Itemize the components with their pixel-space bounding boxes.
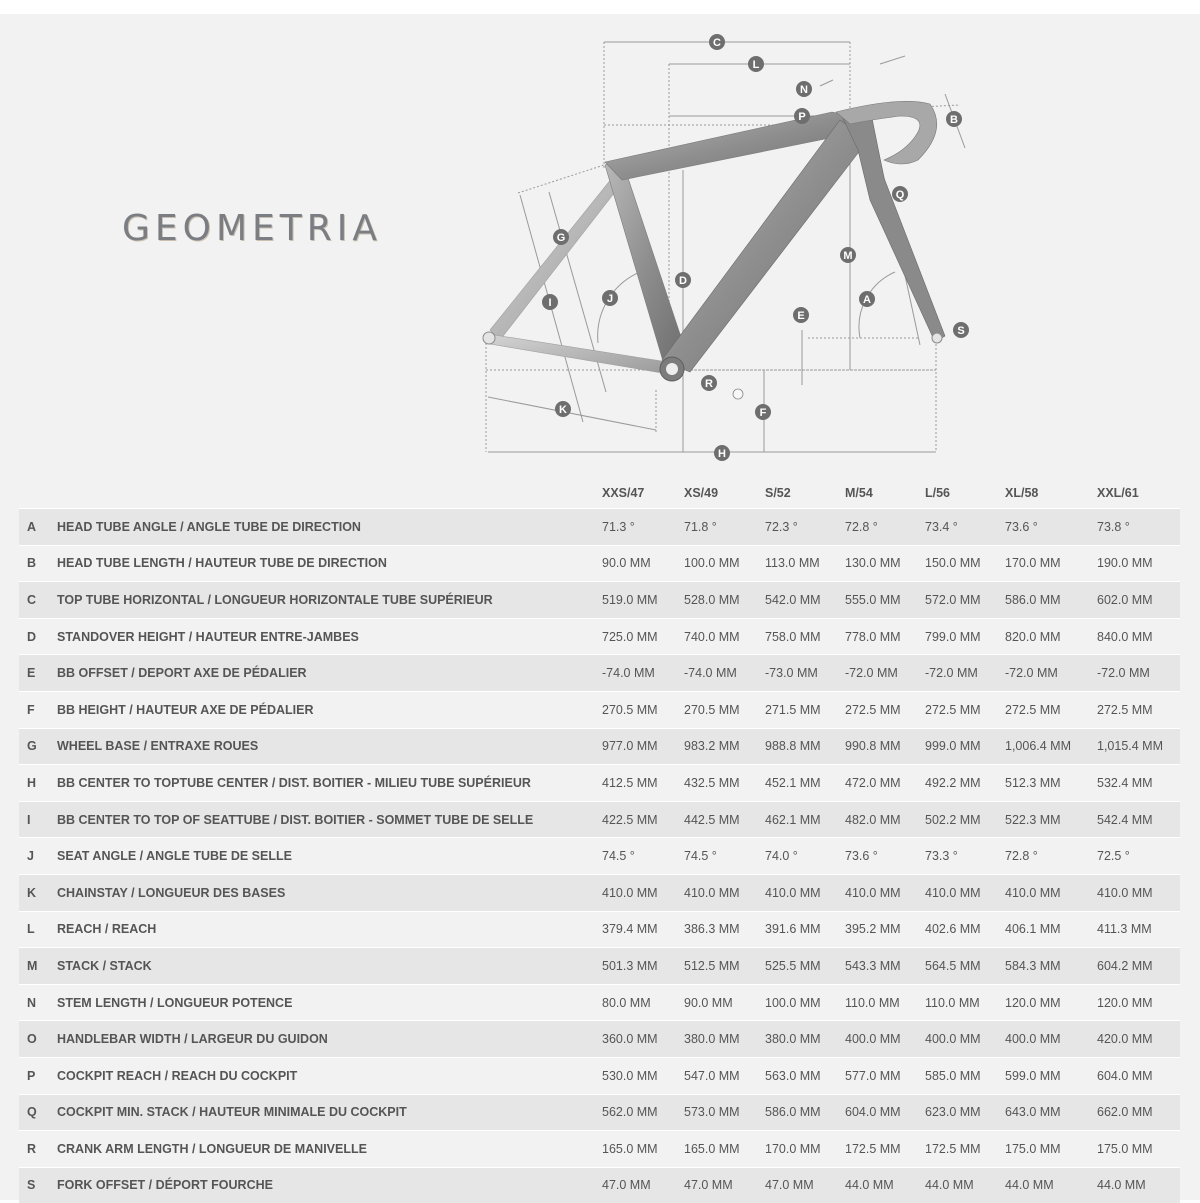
dimension-label-H: [553, 229, 569, 245]
dimension-label-P: [794, 108, 810, 124]
row-value-cell: 379.4 MM: [602, 911, 684, 948]
row-value-cell: 150.0 MM: [925, 545, 1005, 582]
row-value-cell: 73.6 °: [1005, 509, 1097, 546]
row-value-cell: 391.6 MM: [765, 911, 845, 948]
svg-text:D: D: [679, 275, 687, 287]
row-measurement-name: HEAD TUBE LENGTH / HAUTEUR TUBE DE DIRECTION: [57, 545, 602, 582]
row-value-cell: 572.0 MM: [925, 582, 1005, 619]
row-value-cell: 271.5 MM: [765, 691, 845, 728]
row-value-cell: 840.0 MM: [1097, 618, 1180, 655]
row-value-cell: 410.0 MM: [602, 874, 684, 911]
row-value-cell: 564.5 MM: [925, 948, 1005, 985]
table-row: [19, 765, 1180, 802]
row-value-cell: 525.5 MM: [765, 948, 845, 985]
row-letter: F: [19, 691, 57, 728]
row-letter: R: [19, 1131, 57, 1168]
row-value-cell: 462.1 MM: [765, 801, 845, 838]
row-value-cell: 452.1 MM: [765, 765, 845, 802]
svg-text:S: S: [957, 325, 964, 337]
row-value-cell: 44.0 MM: [1097, 1167, 1180, 1203]
row-value-cell: 412.5 MM: [602, 765, 684, 802]
row-value-cell: 410.0 MM: [684, 874, 765, 911]
dimension-label-K: [555, 401, 571, 417]
row-value-cell: 170.0 MM: [765, 1131, 845, 1168]
row-value-cell: 532.4 MM: [1097, 765, 1180, 802]
row-value-cell: 542.0 MM: [765, 582, 845, 619]
row-measurement-name: COCKPIT MIN. STACK / HAUTEUR MINIMALE DU COCKPIT: [57, 1094, 602, 1131]
row-value-cell: 1,006.4 MM: [1005, 728, 1097, 765]
row-value-cell: 74.5 °: [684, 838, 765, 875]
row-value-cell: 110.0 MM: [845, 984, 925, 1021]
size-header: M/54: [845, 478, 925, 509]
row-value-cell: 623.0 MM: [925, 1094, 1005, 1131]
table-row: [19, 1131, 1180, 1168]
row-value-cell: 422.5 MM: [602, 801, 684, 838]
row-measurement-name: BB CENTER TO TOPTUBE CENTER / DIST. BOITIER - MILIEU TUBE SUPÉRIEUR: [57, 765, 602, 802]
table-row: [19, 1021, 1180, 1058]
dimension-label-Q: [892, 186, 908, 202]
row-value-cell: 100.0 MM: [684, 545, 765, 582]
row-value-cell: 190.0 MM: [1097, 545, 1180, 582]
row-value-cell: 172.5 MM: [925, 1131, 1005, 1168]
table-row: [19, 655, 1180, 692]
dimension-label-G: [714, 445, 730, 461]
row-value-cell: -72.0 MM: [925, 655, 1005, 692]
row-letter: Q: [19, 1094, 57, 1131]
svg-text:G: G: [557, 232, 566, 244]
table-row: [19, 984, 1180, 1021]
row-value-cell: 543.3 MM: [845, 948, 925, 985]
row-value-cell: 820.0 MM: [1005, 618, 1097, 655]
row-measurement-name: CHAINSTAY / LONGUEUR DES BASES: [57, 874, 602, 911]
row-measurement-name: STANDOVER HEIGHT / HAUTEUR ENTRE-JAMBES: [57, 618, 602, 655]
dimension-label-J: [602, 290, 618, 306]
row-value-cell: 519.0 MM: [602, 582, 684, 619]
row-letter: O: [19, 1021, 57, 1058]
row-value-cell: 400.0 MM: [925, 1021, 1005, 1058]
dimension-label-R: [701, 375, 717, 391]
svg-text:K: K: [559, 404, 567, 416]
row-letter: I: [19, 801, 57, 838]
row-value-cell: 74.0 °: [765, 838, 845, 875]
row-value-cell: 71.3 °: [602, 509, 684, 546]
row-letter: S: [19, 1167, 57, 1203]
row-value-cell: 977.0 MM: [602, 728, 684, 765]
row-value-cell: 562.0 MM: [602, 1094, 684, 1131]
row-value-cell: 542.4 MM: [1097, 801, 1180, 838]
size-header: XXL/61: [1097, 478, 1180, 509]
row-value-cell: 90.0 MM: [684, 984, 765, 1021]
svg-text:A: A: [863, 294, 871, 306]
row-value-cell: 662.0 MM: [1097, 1094, 1180, 1131]
row-value-cell: 585.0 MM: [925, 1057, 1005, 1094]
main-frame: [605, 101, 945, 399]
row-value-cell: 983.2 MM: [684, 728, 765, 765]
row-value-cell: -72.0 MM: [845, 655, 925, 692]
row-value-cell: 72.3 °: [765, 509, 845, 546]
row-value-cell: 71.8 °: [684, 509, 765, 546]
row-value-cell: 563.0 MM: [765, 1057, 845, 1094]
row-measurement-name: WHEEL BASE / ENTRAXE ROUES: [57, 728, 602, 765]
row-letter: J: [19, 838, 57, 875]
row-measurement-name: TOP TUBE HORIZONTAL / LONGUEUR HORIZONTALE TUBE SUPÉRIEUR: [57, 582, 602, 619]
dimension-label-M: [840, 247, 856, 263]
row-value-cell: 172.5 MM: [845, 1131, 925, 1168]
svg-text:E: E: [797, 310, 804, 322]
row-value-cell: 72.8 °: [1005, 838, 1097, 875]
row-value-cell: 512.3 MM: [1005, 765, 1097, 802]
svg-text:H: H: [718, 448, 726, 460]
dimension-label-L: [748, 56, 764, 72]
row-measurement-name: CRANK ARM LENGTH / LONGUEUR DE MANIVELLE: [57, 1131, 602, 1168]
row-value-cell: 270.5 MM: [684, 691, 765, 728]
size-header: L/56: [925, 478, 1005, 509]
row-value-cell: 604.0 MM: [845, 1094, 925, 1131]
dimension-label-S: [953, 322, 969, 338]
row-value-cell: 90.0 MM: [602, 545, 684, 582]
table-row: [19, 691, 1180, 728]
row-measurement-name: BB HEIGHT / HAUTEUR AXE DE PÉDALIER: [57, 691, 602, 728]
table-row: [19, 1057, 1180, 1094]
row-letter: L: [19, 911, 57, 948]
row-value-cell: 410.0 MM: [765, 874, 845, 911]
table-row: [19, 801, 1180, 838]
row-value-cell: 113.0 MM: [765, 545, 845, 582]
row-value-cell: 170.0 MM: [1005, 545, 1097, 582]
row-value-cell: 410.0 MM: [1097, 874, 1180, 911]
row-value-cell: 73.4 °: [925, 509, 1005, 546]
row-value-cell: 1,015.4 MM: [1097, 728, 1180, 765]
table-row: [19, 582, 1180, 619]
row-value-cell: 72.5 °: [1097, 838, 1180, 875]
geometry-table-body: [19, 509, 1180, 1203]
dimension-label-F: [755, 404, 771, 420]
row-value-cell: -72.0 MM: [1005, 655, 1097, 692]
row-value-cell: 270.5 MM: [602, 691, 684, 728]
dimension-label-I: [542, 294, 558, 310]
row-value-cell: 165.0 MM: [684, 1131, 765, 1168]
row-value-cell: 778.0 MM: [845, 618, 925, 655]
row-letter: N: [19, 984, 57, 1021]
row-value-cell: 175.0 MM: [1097, 1131, 1180, 1168]
size-header: XS/49: [684, 478, 765, 509]
row-value-cell: 360.0 MM: [602, 1021, 684, 1058]
size-header: XL/58: [1005, 478, 1097, 509]
row-measurement-name: HANDLEBAR WIDTH / LARGEUR DU GUIDON: [57, 1021, 602, 1058]
row-value-cell: 120.0 MM: [1097, 984, 1180, 1021]
row-value-cell: 410.0 MM: [925, 874, 1005, 911]
svg-text:I: I: [548, 297, 551, 309]
row-value-cell: 586.0 MM: [1005, 582, 1097, 619]
row-value-cell: -74.0 MM: [684, 655, 765, 692]
row-value-cell: 73.8 °: [1097, 509, 1180, 546]
row-value-cell: 577.0 MM: [845, 1057, 925, 1094]
row-letter: E: [19, 655, 57, 692]
row-measurement-name: STACK / STACK: [57, 948, 602, 985]
row-value-cell: -73.0 MM: [765, 655, 845, 692]
row-value-cell: 740.0 MM: [684, 618, 765, 655]
row-value-cell: 472.0 MM: [845, 765, 925, 802]
row-value-cell: 432.5 MM: [684, 765, 765, 802]
row-value-cell: 522.3 MM: [1005, 801, 1097, 838]
row-letter: H: [19, 765, 57, 802]
row-value-cell: 272.5 MM: [1005, 691, 1097, 728]
row-value-cell: 47.0 MM: [765, 1167, 845, 1203]
row-value-cell: 990.8 MM: [845, 728, 925, 765]
row-value-cell: 602.0 MM: [1097, 582, 1180, 619]
row-value-cell: 44.0 MM: [845, 1167, 925, 1203]
row-value-cell: 47.0 MM: [684, 1167, 765, 1203]
row-value-cell: 410.0 MM: [845, 874, 925, 911]
row-value-cell: 386.3 MM: [684, 911, 765, 948]
row-measurement-name: SEAT ANGLE / ANGLE TUBE DE SELLE: [57, 838, 602, 875]
row-letter: G: [19, 728, 57, 765]
row-value-cell: 988.8 MM: [765, 728, 845, 765]
size-header-row: [19, 478, 1180, 509]
row-value-cell: 110.0 MM: [925, 984, 1005, 1021]
dimension-label-B: [946, 111, 962, 127]
row-letter: A: [19, 509, 57, 546]
svg-text:J: J: [607, 293, 613, 305]
table-row: [19, 618, 1180, 655]
table-row: [19, 1094, 1180, 1131]
table-row: [19, 948, 1180, 985]
row-value-cell: 80.0 MM: [602, 984, 684, 1021]
svg-text:P: P: [798, 111, 805, 123]
row-value-cell: 130.0 MM: [845, 545, 925, 582]
row-value-cell: 175.0 MM: [1005, 1131, 1097, 1168]
size-header: XXS/47: [602, 478, 684, 509]
row-value-cell: 44.0 MM: [925, 1167, 1005, 1203]
row-value-cell: 604.0 MM: [1097, 1057, 1180, 1094]
row-value-cell: 120.0 MM: [1005, 984, 1097, 1021]
svg-text:R: R: [705, 378, 713, 390]
row-value-cell: 555.0 MM: [845, 582, 925, 619]
row-value-cell: 400.0 MM: [1005, 1021, 1097, 1058]
row-value-cell: 573.0 MM: [684, 1094, 765, 1131]
row-value-cell: 492.2 MM: [925, 765, 1005, 802]
row-value-cell: 272.5 MM: [925, 691, 1005, 728]
row-value-cell: 799.0 MM: [925, 618, 1005, 655]
svg-text:M: M: [843, 250, 852, 262]
row-value-cell: 501.3 MM: [602, 948, 684, 985]
row-value-cell: 528.0 MM: [684, 582, 765, 619]
dimension-label-C: [709, 34, 725, 50]
row-letter: M: [19, 948, 57, 985]
svg-text:C: C: [713, 37, 721, 49]
row-value-cell: -72.0 MM: [1097, 655, 1180, 692]
dimension-label-D: [675, 272, 691, 288]
table-row: [19, 838, 1180, 875]
table-row: [19, 728, 1180, 765]
dimension-label-A: [859, 291, 875, 307]
bike-geometry-diagram: [470, 14, 990, 474]
row-value-cell: 758.0 MM: [765, 618, 845, 655]
row-value-cell: 165.0 MM: [602, 1131, 684, 1168]
row-value-cell: 442.5 MM: [684, 801, 765, 838]
row-value-cell: 380.0 MM: [684, 1021, 765, 1058]
row-value-cell: 643.0 MM: [1005, 1094, 1097, 1131]
table-row: [19, 545, 1180, 582]
svg-text:F: F: [760, 407, 767, 419]
row-value-cell: 584.3 MM: [1005, 948, 1097, 985]
row-value-cell: 530.0 MM: [602, 1057, 684, 1094]
table-row: [19, 911, 1180, 948]
row-measurement-name: COCKPIT REACH / REACH DU COCKPIT: [57, 1057, 602, 1094]
row-value-cell: 725.0 MM: [602, 618, 684, 655]
row-measurement-name: REACH / REACH: [57, 911, 602, 948]
row-value-cell: 420.0 MM: [1097, 1021, 1180, 1058]
row-value-cell: 482.0 MM: [845, 801, 925, 838]
size-header: S/52: [765, 478, 845, 509]
row-value-cell: 410.0 MM: [1005, 874, 1097, 911]
row-value-cell: 74.5 °: [602, 838, 684, 875]
row-value-cell: 47.0 MM: [602, 1167, 684, 1203]
row-value-cell: 400.0 MM: [845, 1021, 925, 1058]
row-value-cell: 411.3 MM: [1097, 911, 1180, 948]
table-row: [19, 509, 1180, 546]
row-value-cell: -74.0 MM: [602, 655, 684, 692]
row-letter: B: [19, 545, 57, 582]
row-value-cell: 999.0 MM: [925, 728, 1005, 765]
row-letter: D: [19, 618, 57, 655]
row-value-cell: 512.5 MM: [684, 948, 765, 985]
row-measurement-name: BB OFFSET / DEPORT AXE DE PÉDALIER: [57, 655, 602, 692]
row-value-cell: 44.0 MM: [1005, 1167, 1097, 1203]
row-value-cell: 502.2 MM: [925, 801, 1005, 838]
row-value-cell: 547.0 MM: [684, 1057, 765, 1094]
svg-text:L: L: [753, 59, 760, 71]
row-value-cell: 73.6 °: [845, 838, 925, 875]
svg-text:B: B: [950, 114, 958, 126]
row-letter: P: [19, 1057, 57, 1094]
row-letter: K: [19, 874, 57, 911]
row-value-cell: 100.0 MM: [765, 984, 845, 1021]
geometry-table: [19, 478, 1180, 1203]
page-title: GEOMETRIA: [122, 208, 382, 249]
row-value-cell: 272.5 MM: [845, 691, 925, 728]
svg-text:N: N: [800, 84, 808, 96]
row-value-cell: 599.0 MM: [1005, 1057, 1097, 1094]
dimension-label-E: [793, 307, 809, 323]
row-measurement-name: STEM LENGTH / LONGUEUR POTENCE: [57, 984, 602, 1021]
dimension-label-N: [796, 81, 812, 97]
row-value-cell: 402.6 MM: [925, 911, 1005, 948]
row-value-cell: 272.5 MM: [1097, 691, 1180, 728]
row-value-cell: 406.1 MM: [1005, 911, 1097, 948]
row-value-cell: 586.0 MM: [765, 1094, 845, 1131]
row-value-cell: 72.8 °: [845, 509, 925, 546]
table-row: [19, 874, 1180, 911]
row-value-cell: 380.0 MM: [765, 1021, 845, 1058]
table-row: [19, 1167, 1180, 1203]
svg-text:Q: Q: [896, 189, 905, 201]
row-measurement-name: FORK OFFSET / DÉPORT FOURCHE: [57, 1167, 602, 1203]
row-measurement-name: HEAD TUBE ANGLE / ANGLE TUBE DE DIRECTION: [57, 509, 602, 546]
row-measurement-name: BB CENTER TO TOP OF SEATTUBE / DIST. BOITIER - SOMMET TUBE DE SELLE: [57, 801, 602, 838]
row-value-cell: 73.3 °: [925, 838, 1005, 875]
row-value-cell: 395.2 MM: [845, 911, 925, 948]
row-letter: C: [19, 582, 57, 619]
row-value-cell: 604.2 MM: [1097, 948, 1180, 985]
